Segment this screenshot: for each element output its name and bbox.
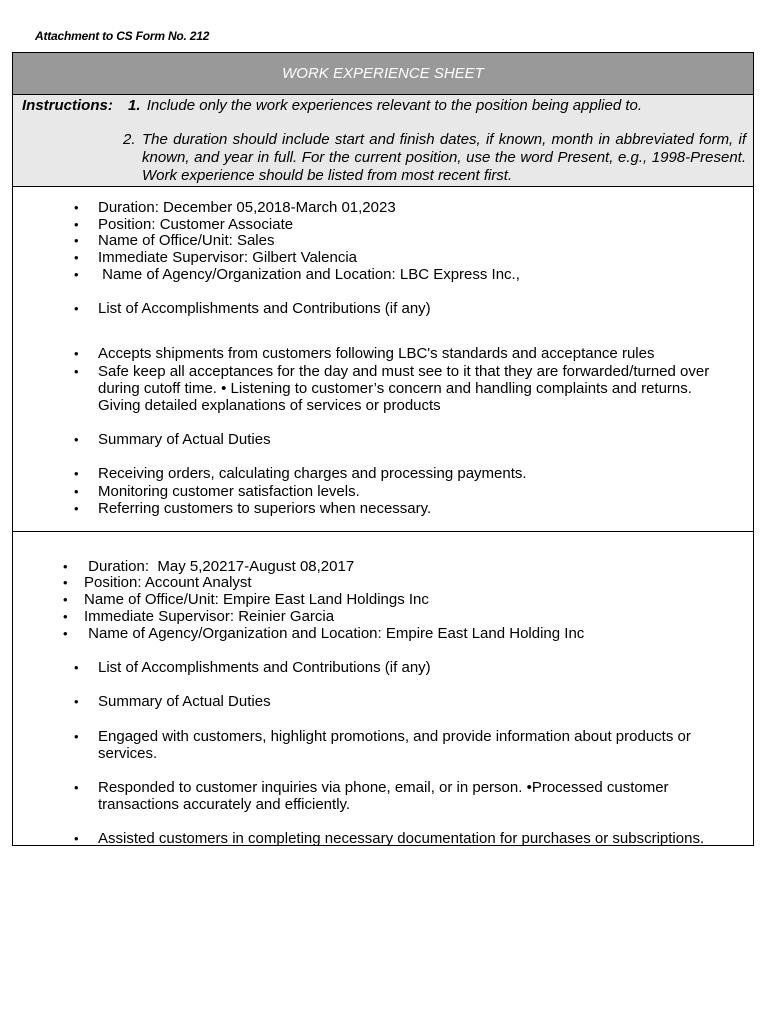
exp1-accomplishments-heading: List of Accomplishments and Contributions (if any) bbox=[98, 300, 431, 317]
instructions-label: Instructions: bbox=[22, 97, 113, 114]
bullet-icon: • bbox=[74, 694, 79, 709]
bullet-icon: • bbox=[74, 217, 79, 232]
bullet-icon: • bbox=[74, 660, 79, 675]
exp2-supervisor: Immediate Supervisor: Reinier Garcia bbox=[84, 608, 335, 625]
exp2-duty-3: Assisted customers in completing necessary documentation for purchases or subscriptions. bbox=[98, 830, 705, 847]
bullet-icon: • bbox=[74, 250, 79, 265]
bullet-icon: • bbox=[74, 432, 79, 447]
exp2-office: Name of Office/Unit: Empire East Land Holdings Inc bbox=[84, 591, 429, 608]
bullet-icon: • bbox=[63, 592, 68, 607]
exp2-duty-1: Engaged with customers, highlight promotions, and provide information about products or services. bbox=[98, 728, 691, 762]
bullet-icon: • bbox=[63, 609, 68, 624]
exp1-duties-heading: Summary of Actual Duties bbox=[98, 431, 271, 448]
bullet-icon: • bbox=[74, 267, 79, 282]
bullet-icon: • bbox=[63, 559, 68, 574]
exp1-agency: Name of Agency/Organization and Location: LBC Express Inc., bbox=[98, 266, 520, 283]
bullet-icon: • bbox=[74, 200, 79, 215]
exp2-duties-heading: Summary of Actual Duties bbox=[98, 693, 271, 710]
exp1-office: Name of Office/Unit: Sales bbox=[98, 232, 275, 249]
bullet-icon: • bbox=[74, 501, 79, 516]
exp1-duty-2: Monitoring customer satisfaction levels. bbox=[98, 483, 360, 500]
bullet-icon: • bbox=[63, 626, 68, 641]
exp1-accomplishment-1: Accepts shipments from customers following LBC's standards and acceptance rules bbox=[98, 345, 655, 362]
exp2-position: Position: Account Analyst bbox=[84, 574, 252, 591]
section-divider bbox=[13, 531, 753, 532]
instruction-1 bbox=[128, 97, 642, 114]
exp2-agency: Name of Agency/Organization and Location: Empire East Land Holding Inc bbox=[84, 625, 585, 642]
exp1-accomplishment-2: Safe keep all acceptances for the day and must see to it that they are forwarded/turned over during cutoff time. • Listening to customer’s concern and handling complaints and returns. Giving detailed explanations of services or products bbox=[98, 363, 710, 414]
bullet-icon: • bbox=[74, 301, 79, 316]
instruction-2 bbox=[123, 131, 746, 185]
bullet-icon: • bbox=[74, 484, 79, 499]
instruction-2-text: The duration should include start and finish dates, if known, month in abbreviated form, if known, and year in full. For the current position, use the word Present, e.g., 1998-Present. Work experience should be listed from most recent first. bbox=[142, 131, 746, 184]
bullet-icon: • bbox=[74, 466, 79, 481]
bullet-icon: • bbox=[63, 575, 68, 590]
exp2-accomplishments-heading: List of Accomplishments and Contributions (if any) bbox=[98, 659, 431, 676]
bullet-icon: • bbox=[74, 346, 79, 361]
instruction-1-text: Include only the work experiences relevant to the position being applied to. bbox=[146, 97, 643, 114]
bullet-icon: • bbox=[74, 729, 79, 744]
exp1-duration: Duration: December 05,2018-March 01,2023 bbox=[98, 199, 396, 216]
exp1-duty-3: Referring customers to superiors when necessary. bbox=[98, 500, 432, 517]
instruction-1-number: 1. bbox=[128, 97, 141, 114]
work-experience-sheet bbox=[12, 52, 754, 846]
sheet-title: WORK EXPERIENCE SHEET bbox=[13, 53, 753, 95]
bullet-icon: • bbox=[74, 233, 79, 248]
exp1-duty-1: Receiving orders, calculating charges and processing payments. bbox=[98, 465, 527, 482]
exp1-supervisor: Immediate Supervisor: Gilbert Valencia bbox=[98, 249, 357, 266]
bullet-icon: • bbox=[74, 364, 79, 379]
instruction-2-number: 2. bbox=[123, 131, 136, 148]
exp2-duration: Duration: May 5,20217-August 08,2017 bbox=[84, 558, 355, 575]
exp2-duty-2: Responded to customer inquiries via phone, email, or in person. •Processed customer transactions accurately and efficiently. bbox=[98, 779, 669, 813]
attachment-label: Attachment to CS Form No. 212 bbox=[35, 29, 210, 43]
instructions-panel bbox=[13, 95, 753, 187]
bullet-icon: • bbox=[74, 831, 79, 846]
exp1-position: Position: Customer Associate bbox=[98, 216, 294, 233]
bullet-icon: • bbox=[74, 780, 79, 795]
